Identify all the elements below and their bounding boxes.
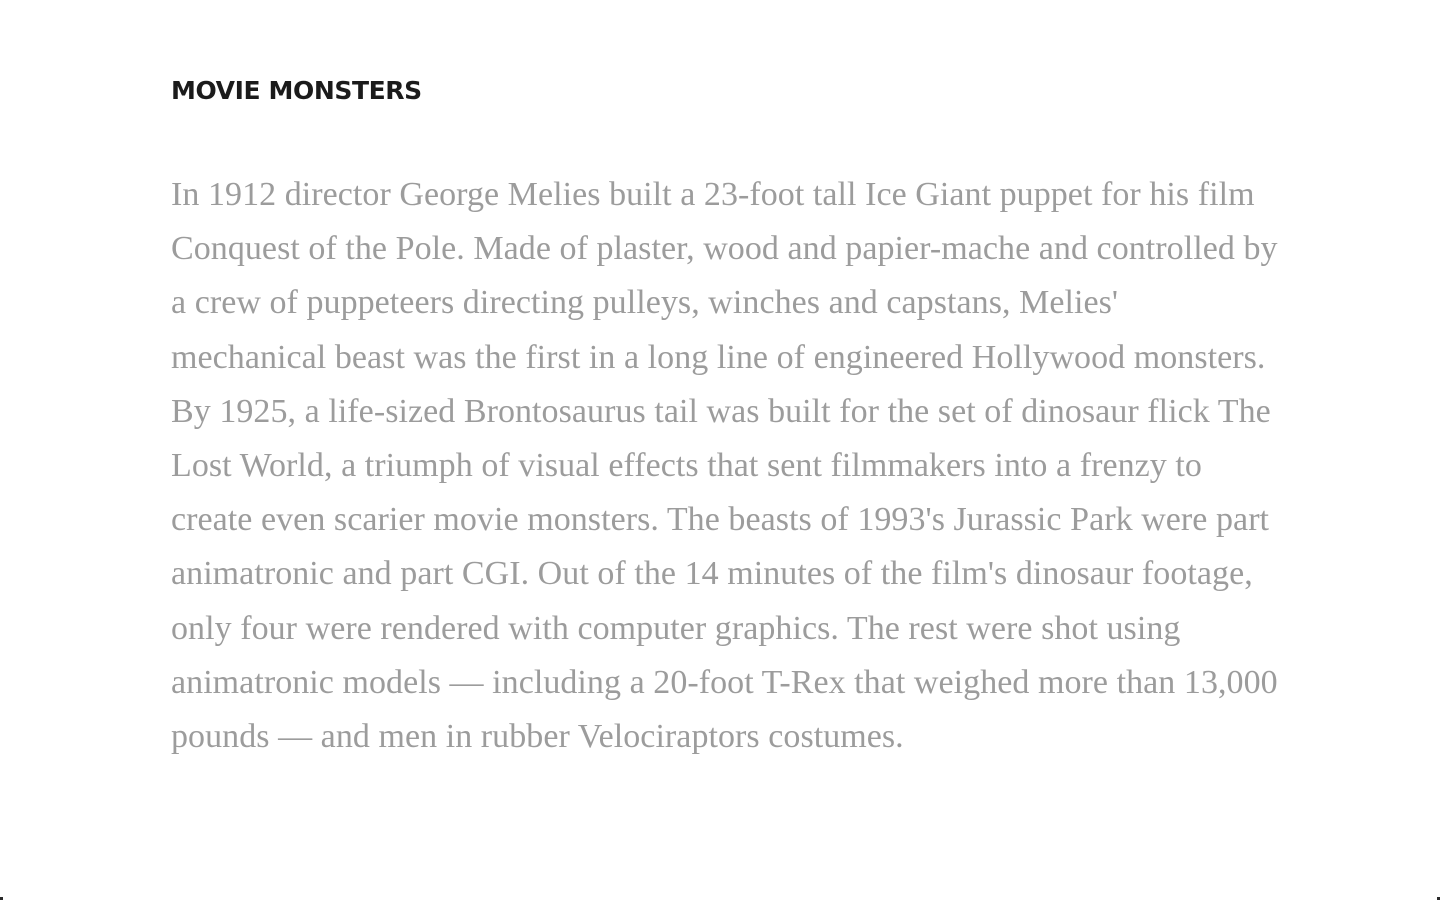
section-heading: MOVIE MONSTERS: [171, 76, 422, 105]
article-paragraph: In 1912 director George Melies built a 23-foot tall Ice Giant puppet for his film Conquest of the Pole. Made of plaster, wood and papier-mache and controlled by a crew of puppeteers directing pulleys, winches and capstans, Melies' mechanical beast was the first in a long line of engineered Hollywood monsters. By 1925, a life-sized Brontosaurus tail was built for the set of dinosaur flick The Lost World, a triumph of visual effects that sent filmmakers into a frenzy to create even scarier movie monsters. The beasts of 1993's Jurassic Park were part animatronic and part CGI. Out of the 14 minutes of the film's dinosaur footage, only four were rendered with computer graphics. The rest were shot using animatronic models — including a 20-foot T-Rex that weighed more than 13,000 pounds — and men in rubber Velociraptors costumes.: [171, 176, 1278, 756]
